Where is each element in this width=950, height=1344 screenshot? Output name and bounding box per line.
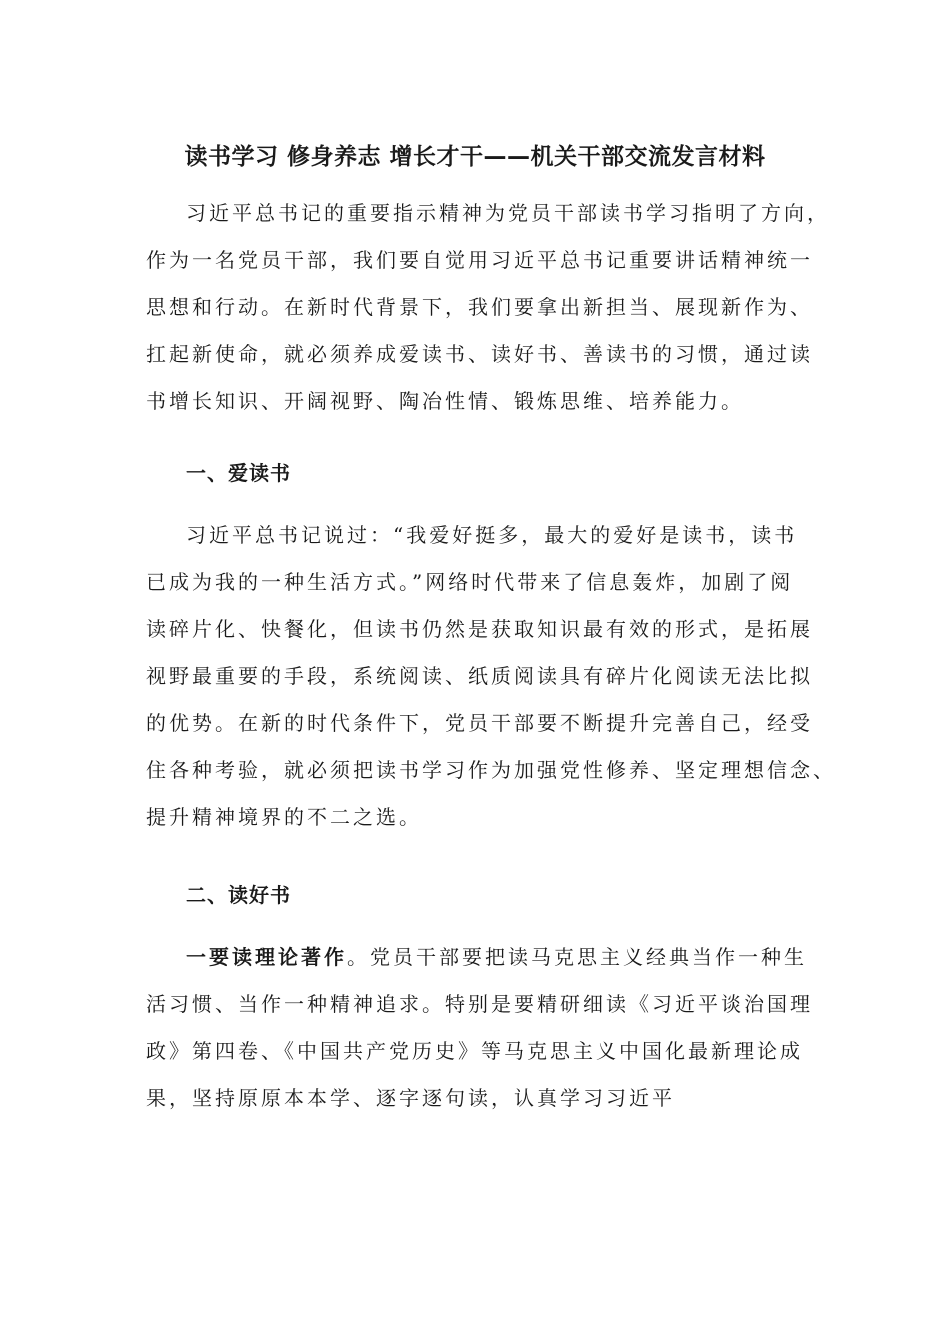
section-heading: 二、读好书 <box>186 883 291 907</box>
paragraph-line: 书增长知识、开阔视野、陶冶性情、锻炼思维、培养能力。 <box>146 389 744 413</box>
paragraph-line: 政》第四卷、《中国共产党历史》等马克思主义中国化最新理论成 <box>146 1039 803 1063</box>
paragraph-text: 。党员干部要把读马克思主义经典当作一种生 <box>347 945 807 969</box>
paragraph-line <box>146 934 836 981</box>
intro-paragraph <box>146 190 836 425</box>
paragraph-line: 习近平总书记说过：“我爱好挺多，最大的爱好是读书，读书 <box>186 523 798 547</box>
paragraph-line: 思想和行动。在新时代背景下，我们要拿出新担当、展现新作为、 <box>146 295 813 319</box>
paragraph-line: 视野最重要的手段，系统阅读、纸质阅读具有碎片化阅读无法比拟 <box>146 664 813 688</box>
paragraph-lead: 一要读理论著作 <box>186 945 347 969</box>
section-1-paragraph <box>146 512 836 841</box>
section-heading: 一、爱读书 <box>186 461 291 485</box>
paragraph-line: 扛起新使命，就必须养成爱读书、读好书、善读书的习惯，通过读 <box>146 342 813 366</box>
paragraph-line: 读碎片化、快餐化，但读书仍然是获取知识最有效的形式，是拓展 <box>146 617 813 641</box>
paragraph-line: 活习惯、当作一种精神追求。特别是要精研细读《习近平谈治国理 <box>146 992 813 1016</box>
paragraph-line: 果，坚持原原本本学、逐字逐句读，认真学习习近平 <box>146 1086 675 1110</box>
section-2 <box>146 872 836 919</box>
section-2-paragraph <box>146 934 836 1122</box>
document-title: 读书学习 修身养志 增长才干——机关干部交流发言材料 <box>184 144 766 170</box>
paragraph-line: 提升精神境界的不二之选。 <box>146 805 422 829</box>
section-1 <box>146 450 836 497</box>
paragraph-line: 作为一名党员干部，我们要自觉用习近平总书记重要讲话精神统一 <box>146 248 813 272</box>
paragraph-line: 习近平总书记的重要指示精神为党员干部读书学习指明了方向， <box>186 201 830 225</box>
paragraph-line: 的优势。在新的时代条件下，党员干部要不断提升完善自己，经受 <box>146 711 813 735</box>
paragraph-line: 住各种考验，就必须把读书学习作为加强党性修养、坚定理想信念、 <box>146 758 836 782</box>
paragraph-line: 已成为我的一种生活方式。”网络时代带来了信息轰炸，加剧了阅 <box>146 570 794 594</box>
